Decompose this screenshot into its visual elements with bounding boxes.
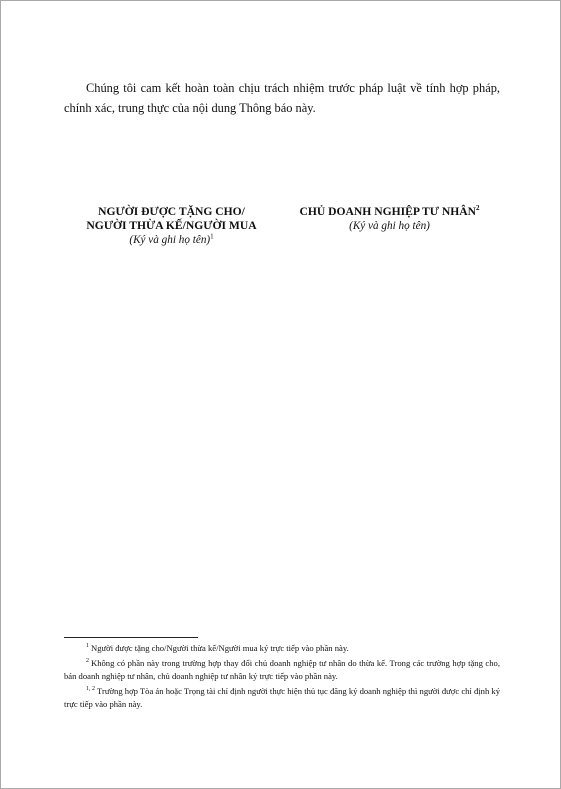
- document-body: [64, 79, 500, 246]
- footnote-text: Không có phần này trong trường hợp thay đổi chủ doanh nghiệp tư nhân do thừa kế. Trong các trường hợp tặng cho, bán doanh nghiệp tư nhân, chủ doanh nghiệp tư nhân ký trực tiếp vào phần này.: [64, 658, 500, 681]
- footnote-reference: 2: [476, 204, 480, 213]
- footnote-2: [64, 657, 500, 683]
- signature-title-line-1: NGƯỜI ĐƯỢC TẶNG CHO/: [98, 205, 245, 218]
- footnote-mark: 2: [86, 658, 89, 665]
- signature-title-text: CHỦ DOANH NGHIỆP TƯ NHÂN: [299, 205, 476, 218]
- signature-instruction: (Ký và ghi họ tên): [129, 234, 211, 246]
- signature-note-owner: [279, 219, 500, 233]
- signature-note-recipient: [64, 233, 279, 247]
- footnote-separator: [64, 637, 198, 638]
- signature-title-line-2: NGƯỜI THỪA KẾ/NGƯỜI MUA: [86, 219, 257, 232]
- footnote-mark: 1: [86, 643, 89, 650]
- signature-instruction: (Ký và ghi họ tên): [349, 220, 430, 232]
- commitment-paragraph: Chúng tôi cam kết hoàn toàn chịu trách nhiệm trước pháp luật về tính hợp pháp, chính xác, trung thực của nội dung Thông báo này.: [64, 81, 500, 115]
- signature-block-owner: [279, 205, 500, 247]
- signature-title-recipient: [64, 205, 279, 233]
- signature-block-recipient: [64, 205, 279, 247]
- footnote-text: Người được tặng cho/Người thừa kế/Người mua ký trực tiếp vào phần này.: [91, 643, 349, 653]
- signature-section: [64, 205, 500, 247]
- footnote-1: [64, 642, 500, 655]
- footnotes-section: [64, 642, 500, 713]
- footnote-3: [64, 685, 500, 711]
- signature-title-owner: [279, 205, 500, 219]
- footnote-reference: 1: [210, 232, 214, 241]
- footnote-mark: 1, 2: [86, 686, 96, 693]
- footnote-text: Trường hợp Tòa án hoặc Trọng tài chỉ định người thực hiện thủ tục đăng ký doanh nghiệp thì người được chỉ định ký trực tiếp vào phần này.: [64, 686, 501, 709]
